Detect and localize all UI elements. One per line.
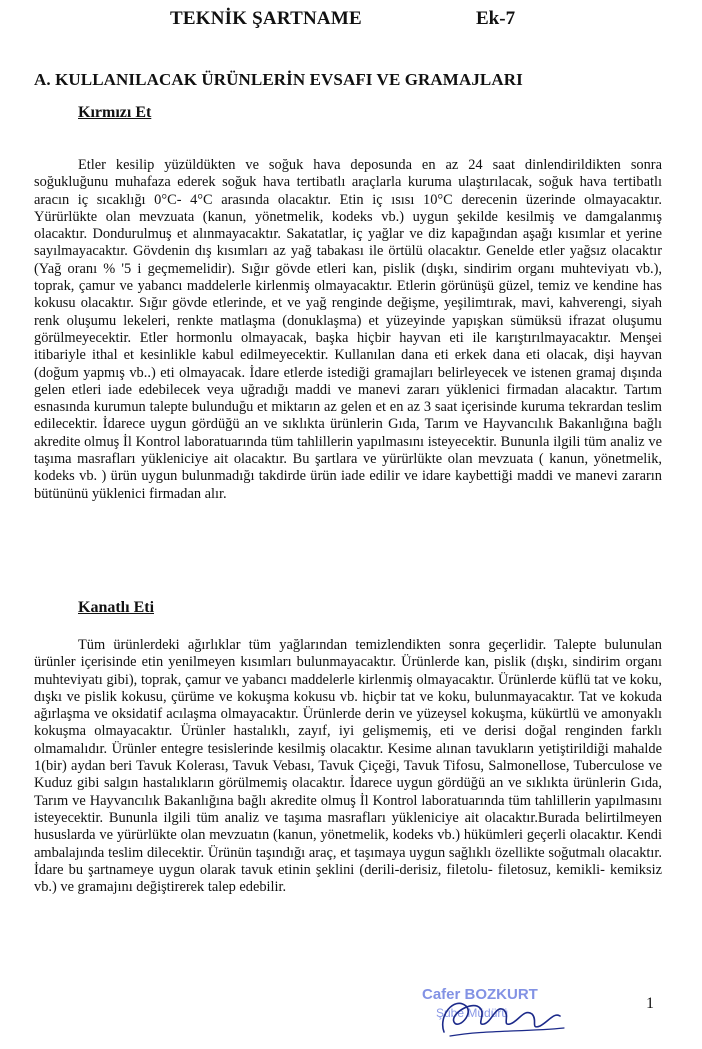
annex-label: Ek-7 <box>476 8 516 29</box>
page-number: 1 <box>646 995 654 1012</box>
red-meat-heading: Kırmızı Et <box>78 104 152 121</box>
stamp-name: Cafer BOZKURT <box>422 986 538 1003</box>
red-meat-paragraph: Etler kesilip yüzüldükten ve soğuk hava deposunda en az 24 saat dinlendirildikten sonra soğukluğunu muhafaza ederek soğuk hava tertibatlı araçlarla kuruma ulaştırılacak, soğuk hava tertibatlı aracın iç sıcaklığı 0°C- 4°C arasında olacaktır. Etin iç ısısı 10°C derecenin üzerinde olmayacaktır. Yürürlükte olan mevzuata (kanun, yönetmelik, kodeks vb.) uygun şekilde kesilmiş ve damgalanmış olacaktır. Dondurulmuş et alınmayacaktır. Sakatatlar, iç yağlar ve diz kapağından aşağı kısımlar et yerine sayılmayacaktır. Gövdenin dış kısımları az yağ tabakası ile örtülü olacaktır. Genelde etler yağsız olacaktır (Yağ oranı % '5 i geçmemelidir). Sığır gövde etleri kan, pislik (dışkı, sindirim organı muhteviyatı vb.), toprak, çamur ve yabancı maddelerle kirlenmiş olmayacaktır. Etlerin görünüşü güzel, temiz ve kendine has kokusu olacaktır. Sığır gövde etlerinde, et ve yağ renginde değişme, yeşilimtırak, mavi, kahverengi, siyah renk oluşumu lekeleri, renkte matlaşma (donuklaşma) et yüzeyinde yapışkan sümüksü ifrazat oluşumu görülmeyecektir. Etler hormonlu olmayacak, başka hiçbir hayvan eti ile karıştırılmayacaktır. Menşei itibariyle ithal et kesinlikle kabul edilmeyecektir. Kullanılan dana eti erkek dana eti olacak, dişi hayvan (doğum yapmış vb..) eti olmayacak. İdare etlerde istediği gramajları belirleyecek ve istenen gramaj dışında gelen etleri iade edebilecek veya uğradığı maddi ve manevi zararı yüklenici firmadan alacaktır. Tartım esnasında kurumun talepte bulunduğu et miktarın az gelen et en az 3 saat içerisinde kuruma tekrardan teslim edilecektir. İdarece uygun gördüğü an ve sıklıkta ürünlerin Gıda, Tarım ve Hayvancılık Bakanlığına bağlı akredite olmuş İl Kontrol laboratuarında tüm tahlillerin yapılmasını isteyecektir. Bununla ilgili tüm analiz ve taşıma masrafları yükleniciye ait olacaktır. Bu şartlara ve yürürlükte olan mevzuata ( kanun, yönetmelik, kodeks vb. ) ürün uygun bulunmadığı takdirde ürün iade edilir ve idare kaybettiği maddi ve manevi zararın bütününü yüklenici firmadan alır. <box>34 157 662 502</box>
poultry-paragraph: Tüm ürünlerdeki ağırlıklar tüm yağlarından temizlendikten sonra geçerlidir. Talepte bulunulan ürünler içerisinde etin yenilmeyen kısımları bulunmayacaktır. Ürünlerde kan, pislik (dışkı, sindirim organı muhteviyatı gibi), toprak, çamur ve yabancı maddelerle kirlenmiş olmayacaktır. Ürünlerde küflü tat ve koku, dışkı ve pislik kokusu, çürüme ve kokuşma kokusu vb. hiçbir tat ve koku, bulunmayacaktır. Tat ve kokuda ağırlaşma ve oksidatif acılaşma olmayacaktır. Ürünlerde derin ve yüzeysel kokuşma, kükürtlü ve amonyaklı kokuşma olmayacaktır. Ürünler hastalıklı, zayıf, iyi gelişmemiş, eti ve derisi doğal renginden farklı olmamalıdır. Ürünler entegre tesislerinde kesilmiş olacaktır. Kesime alınan tavukların yetiştirildiği mahalde 1(bir) aydan beri Tavuk Kolerası, Tavuk Vebası, Tavuk Çiçeği, Tavuk Tifosu, Salmonellose, Tuberculose ve Kuduz gibi salgın hastalıkların görülmemiş olacaktır. İdarece uygun gördüğü an ve sıklıkta ürünlerin Gıda, Tarım ve Hayvancılık Bakanlığına bağlı akredite olmuş İl Kontrol laboratuarında tüm tahlillerin yapılmasını isteyecektir. Bununla ilgili tüm analiz ve taşıma masrafları yükleniciye ait olacaktır.Burada belirtilmeyen hususlarda ve yürürlükte olan mevzuatın (kanun, yönetmelik, kodeks vb.) hükümleri geçerli olacaktır. Kendi ambalajında teslim dilecektir. Ürünün taşındığı araç, et taşımaya uygun sağlıklı özellikte soğutmalı olacaktır. İdare bu şartnameye uygun olarak tavuk etinin şeklini (derili-derisiz, filetolu- filetosuz, kemikli- kemiksiz vb.) ve gramajını değiştirerek talep edebilir. <box>34 637 662 896</box>
poultry-heading: Kanatlı Eti <box>78 599 155 616</box>
stamp-title: Şube Müdürü <box>436 1006 509 1020</box>
official-stamp <box>414 986 574 1042</box>
document-title: TEKNİK ŞARTNAME <box>170 8 362 29</box>
section-heading: A. KULLANILACAK ÜRÜNLERİN EVSAFI VE GRAMAJLARI <box>34 70 523 89</box>
signature-icon <box>414 986 574 1042</box>
